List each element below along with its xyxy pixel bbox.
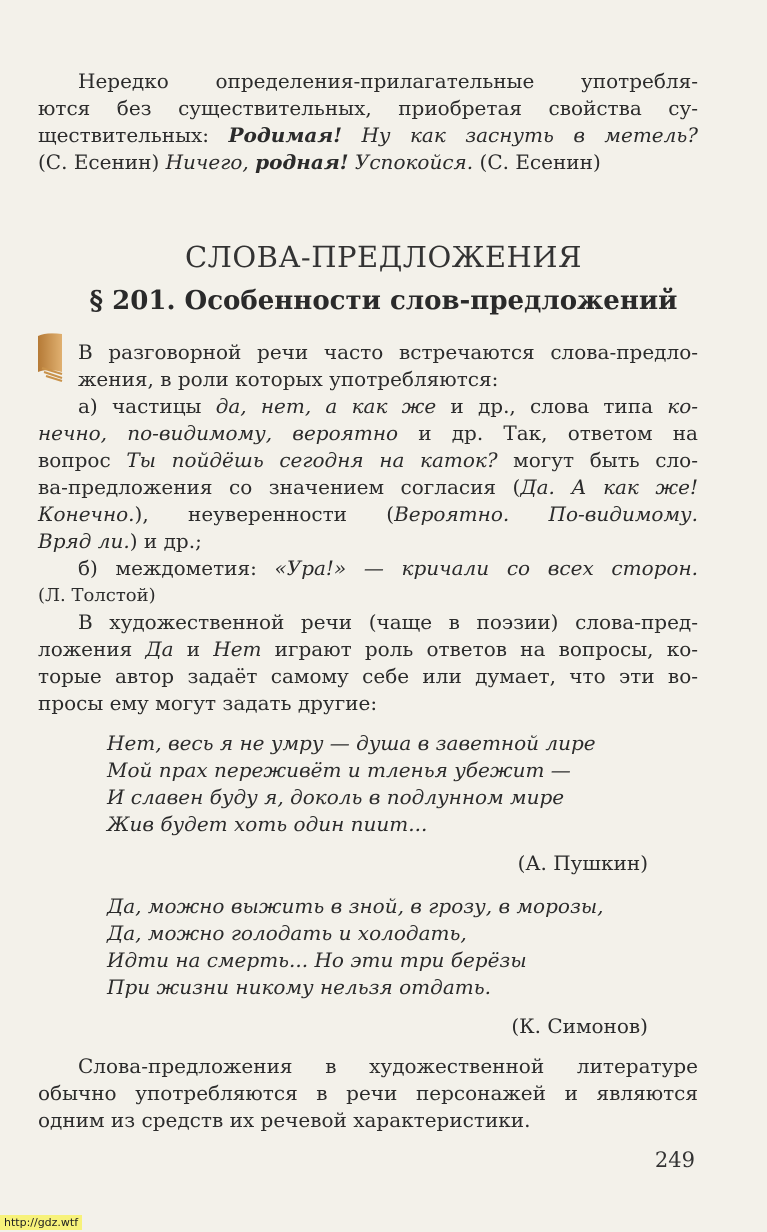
text-span: жения, в роли которых употребляются:: [78, 367, 499, 391]
poem-line: При жизни никому нельзя отдать.: [107, 975, 491, 999]
poem-line: Жив будет хоть один пиит...: [107, 812, 428, 836]
text-span: Нередко определения-прилагательные употребля-: [78, 69, 698, 93]
example-italic: да, нет, а как же: [215, 394, 437, 418]
text-line: [78, 339, 698, 366]
text-line: [38, 95, 698, 122]
text-span: и: [173, 637, 214, 661]
text-line: [38, 1107, 698, 1134]
text-span: обычно употребляются в речи персонажей и являются: [38, 1081, 698, 1105]
text-span: и др., слова типа: [436, 394, 668, 418]
poem-author: (К. Симонов): [511, 1014, 648, 1038]
poem-author: (А. Пушкин): [517, 851, 648, 875]
text-span: ются без существительных, приобретая свойства су-: [38, 96, 698, 120]
bookmark-icon: [36, 332, 64, 382]
poem-line: Нет, весь я не умру — душа в заветной лире: [107, 731, 596, 755]
poem-line: Да, можно голодать и холодать,: [107, 921, 467, 945]
text-line: [38, 636, 698, 663]
poem-line: Идти на смерть... Но эти три берёзы: [107, 948, 527, 972]
text-line: [38, 663, 698, 690]
example-italic: Успокойся.: [348, 150, 474, 174]
example-italic: Да: [145, 637, 174, 661]
text-line: [78, 366, 698, 393]
text-span: могут быть сло-: [497, 448, 698, 472]
example-italic: Ты пойдёшь сегодня на каток?: [126, 448, 498, 472]
example-bold: родная!: [255, 150, 349, 174]
section-title: СЛОВА-ПРЕДЛОЖЕНИЯ: [184, 240, 582, 274]
example-italic: «Ура!» — кричали со всех сторон.: [274, 556, 698, 580]
text-span: а) частицы: [78, 394, 216, 418]
text-line: [78, 1053, 698, 1080]
text-span: ложения: [38, 637, 146, 661]
example-italic: Вероятно. По-видимому.: [394, 502, 698, 526]
page-number: 249: [654, 1148, 695, 1172]
text-line: [38, 420, 698, 447]
example-italic: Ничего,: [165, 150, 256, 174]
text-span: вопрос: [38, 448, 127, 472]
example-italic: нечно, по-видимому, вероятно: [38, 421, 399, 445]
text-span: В разговорной речи часто встречаются слова-предло-: [78, 340, 698, 364]
example-italic: Нет: [213, 637, 262, 661]
footer-url-link[interactable]: http://gdz.wtf: [0, 1215, 82, 1230]
text-span: б) междометия:: [78, 556, 275, 580]
example-bold: Родимая!: [228, 123, 342, 147]
text-line: [38, 690, 698, 717]
text-span: торые автор задаёт самому себе или думает, что эти во-: [38, 664, 698, 688]
text-line: [78, 555, 698, 582]
example-italic: Вряд ли.: [38, 529, 130, 553]
text-line: [38, 501, 698, 528]
poem-line: Мой прах переживёт и тленья убежит —: [107, 758, 571, 782]
text-line: [78, 68, 698, 95]
source-attribution: (Л. Толстой): [38, 585, 156, 606]
example-italic: Конечно.: [38, 502, 135, 526]
source-attribution: (С. Есенин): [38, 150, 166, 174]
text-line: [38, 474, 698, 501]
example-italic: Да. А как же!: [520, 475, 698, 499]
text-line: [38, 149, 698, 176]
text-line: [78, 609, 698, 636]
text-line: [38, 582, 698, 609]
poem-line: И славен буду я, доколь в подлунном мире: [107, 785, 565, 809]
text-span: ва-предложения со значением согласия (: [38, 475, 521, 499]
text-line: [38, 528, 698, 555]
text-span: и др. Так, ответом на: [398, 421, 698, 445]
source-attribution: (С. Есенин): [473, 150, 601, 174]
text-span: одним из средств их речевой характеристики.: [38, 1108, 531, 1132]
text-span: играют роль ответов на вопросы, ко-: [261, 637, 698, 661]
text-span: ) и др.;: [129, 529, 202, 553]
poem-line: Да, можно выжить в зной, в грозу, в морозы,: [107, 894, 604, 918]
text-line: [38, 447, 698, 474]
text-line: [38, 1080, 698, 1107]
paragraph-title: § 201. Особенности слов-предложений: [89, 286, 678, 316]
text-span: ), неуверенности (: [134, 502, 395, 526]
text-span: В художественной речи (чаще в поэзии) слова-пред-: [78, 610, 698, 634]
text-span: Слова-предложения в художественной литературе: [78, 1054, 698, 1078]
example-italic: ко-: [667, 394, 698, 418]
text-span: просы ему могут задать другие:: [38, 691, 378, 715]
text-line: [78, 393, 698, 420]
text-line: [38, 122, 698, 149]
example-italic: Ну как заснуть в метель?: [342, 123, 698, 147]
text-span: ществительных:: [38, 123, 229, 147]
